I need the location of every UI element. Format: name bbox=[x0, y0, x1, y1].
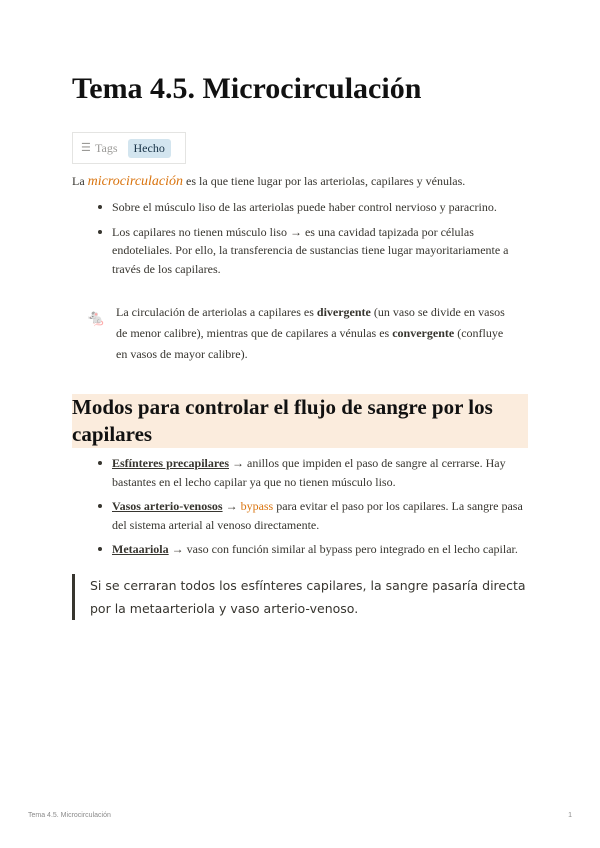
tags-label: Tags bbox=[95, 140, 118, 155]
term-vasos: Vasos arterio-venosos bbox=[112, 499, 223, 513]
mouse-icon: 🐁 bbox=[86, 310, 106, 327]
intro-paragraph bbox=[72, 172, 532, 191]
list-item: Sobre el músculo liso de las arteriolas puede haber control nervioso y paracrino. bbox=[112, 198, 530, 217]
callout-block bbox=[72, 302, 532, 360]
intro-prefix: La bbox=[72, 174, 88, 188]
intro-highlight: microcirculación bbox=[87, 174, 184, 189]
bold-convergente: convergente bbox=[392, 326, 455, 340]
bold-divergente: divergente bbox=[316, 305, 371, 319]
list-item: Los capilares no tienen músculo liso → es una cavidad tapizada por células endoteliales. Por ello, la transferencia de sustancias tiene lugar mayoritariamente a través de los capilares. bbox=[112, 223, 530, 279]
bullet-list-modos bbox=[72, 454, 530, 565]
list-item: Esfínteres precapilares → anillos que impiden el paso de sangre al cerrarse. Hay bastantes en el lecho capilar ya que no tienen músculo liso. bbox=[112, 454, 530, 491]
intro-suffix: es la que tiene lugar por las arteriolas, capilares y vénulas. bbox=[183, 174, 466, 188]
list-item: Metaariola → vaso con función similar al bypass pero integrado en el lecho capilar. bbox=[112, 540, 530, 559]
list-item: Vasos arterio-venosos → bypass para evitar el paso por los capilares. La sangre pasa del sistema arterial al venoso directamente. bbox=[112, 497, 530, 534]
list-icon: ☰ bbox=[81, 141, 91, 154]
bypass-highlight: bypass bbox=[240, 499, 274, 513]
term-esfinteres: Esfínteres precapilares bbox=[112, 456, 229, 470]
footer-title: Tema 4.5. Microcirculación bbox=[28, 812, 111, 819]
tag-hecho[interactable]: Hecho bbox=[128, 139, 171, 158]
term-metaariola: Metaariola bbox=[112, 542, 169, 556]
bullet-list-arteriolas bbox=[72, 198, 530, 284]
callout-text: La circulación de arteriolas a capilares es divergente (un vaso se divide en vasos de menor calibre), mientras que de capilares a vénulas es convergente (confluye en vasos de mayor calibre). bbox=[116, 305, 505, 361]
section-heading: Modos para controlar el flujo de sangre por los capilares bbox=[72, 394, 528, 448]
page-title: Tema 4.5. Microcirculación bbox=[72, 72, 422, 105]
tags-property[interactable] bbox=[72, 132, 186, 164]
quote-block: Si se cerraran todos los esfínteres capilares, la sangre pasaría directa por la metaarteriola y vaso arterio-venoso. bbox=[72, 574, 532, 620]
page-number: 1 bbox=[568, 812, 572, 819]
